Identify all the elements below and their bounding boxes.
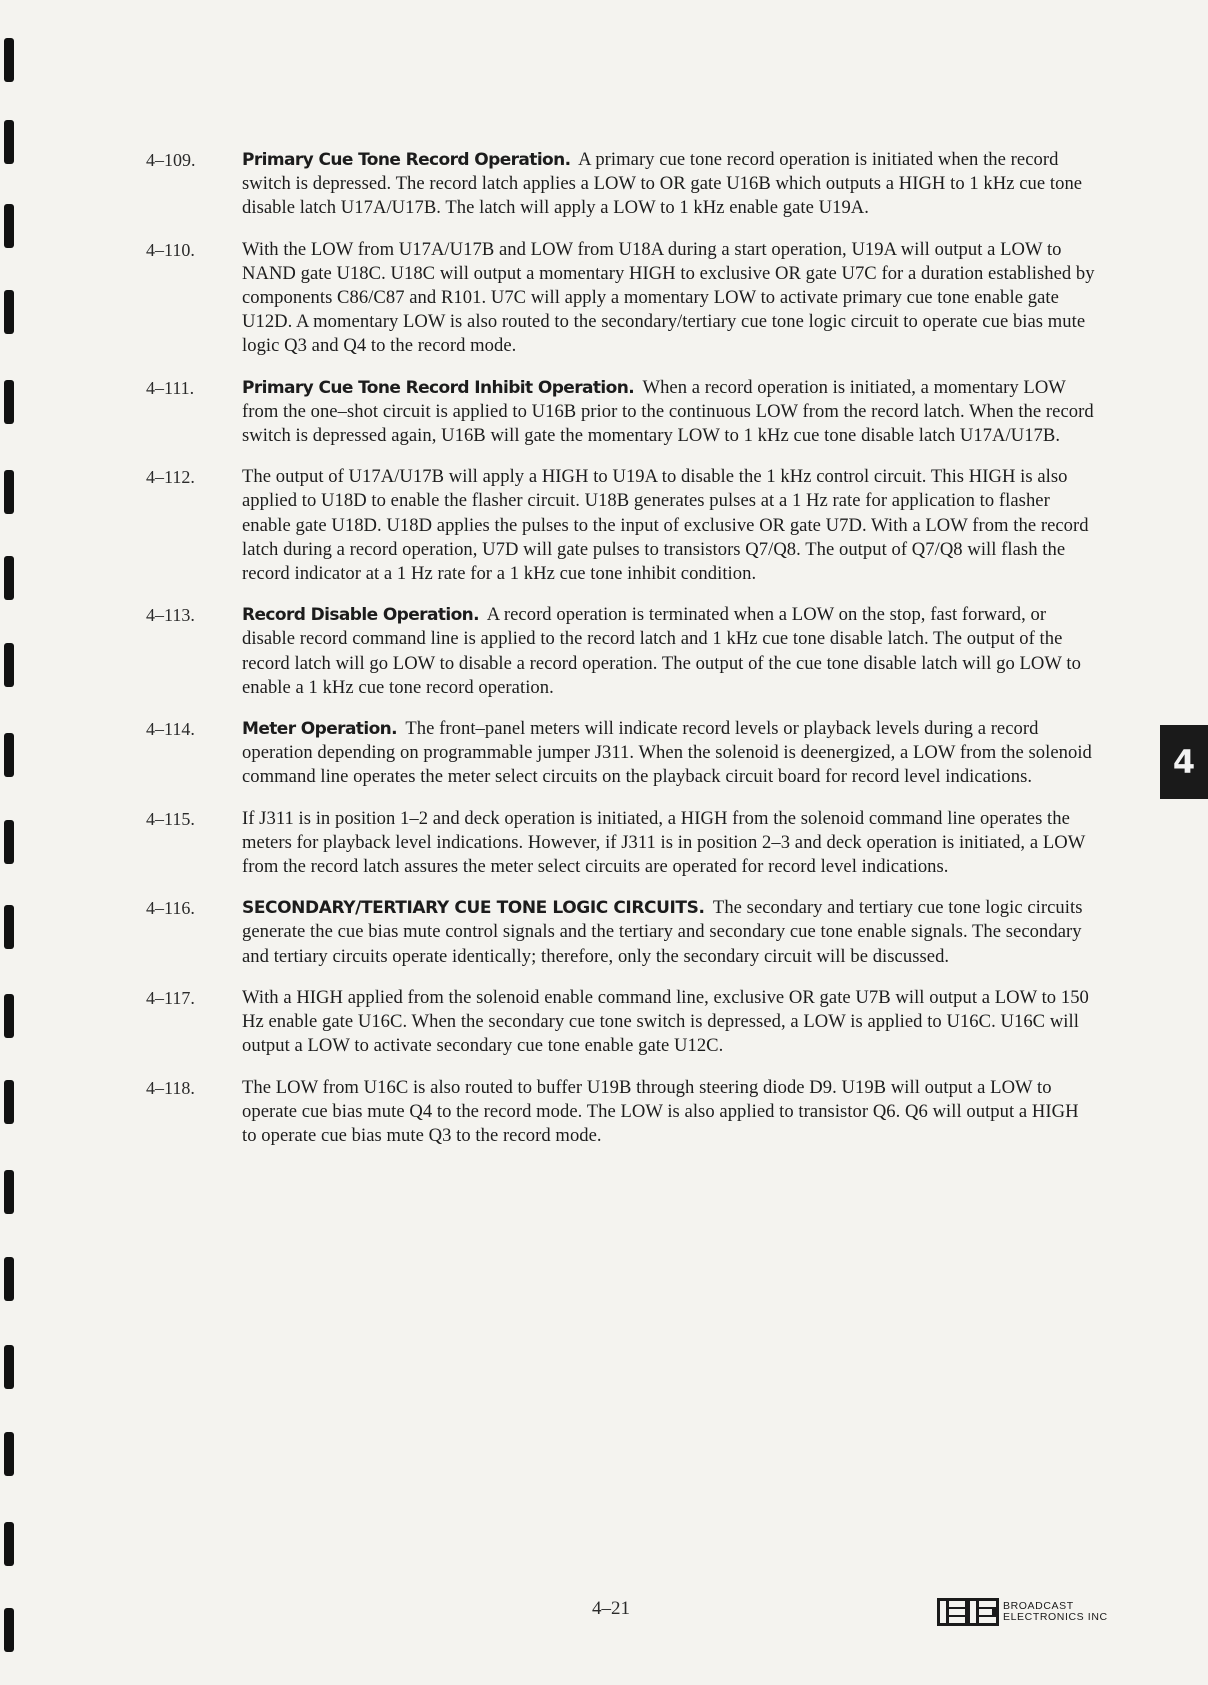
paragraph-body	[242, 603, 1096, 700]
paragraph-body	[242, 465, 1096, 586]
binder-mark	[4, 380, 14, 424]
be-logo-icon	[937, 1598, 999, 1626]
paragraph-number: 4–118.	[146, 1077, 195, 1098]
paragraph-body	[242, 807, 1096, 880]
binder-mark	[4, 1080, 14, 1124]
binder-mark	[4, 905, 14, 949]
paragraph-heading: Primary Cue Tone Record Operation.	[242, 150, 571, 170]
paragraph-4-116	[146, 896, 1096, 969]
logo-line-2: ELECTRONICS INC	[1003, 1611, 1108, 1623]
binder-mark	[4, 1345, 14, 1389]
paragraph-number: 4–117.	[146, 987, 195, 1008]
section-heading: SECONDARY/TERTIARY CUE TONE LOGIC CIRCUITS.	[242, 898, 705, 919]
binder-mark	[4, 1257, 14, 1301]
paragraph-number: 4–114.	[146, 719, 195, 740]
paragraph-text: The LOW from U16C is also routed to buffer U19B through steering diode D9. U19B will output a LOW to operate cue bias mute Q4 to the record mode. The LOW is also applied to transistor Q6. Q6 will output a HIGH to operate cue bias mute Q3 to the record mode.	[242, 1076, 1079, 1146]
binder-mark	[4, 204, 14, 248]
paragraph-text: The front–panel meters will indicate record levels or playback levels during a record operation depending on programmable jumper J311. When the solenoid is deenergized, a LOW from the solenoid command line operates the meter select circuits on the playback circuit board for record level indications.	[242, 718, 1092, 788]
paragraph-body	[242, 238, 1096, 359]
paragraph-number: 4–109.	[146, 150, 196, 170]
paragraph-4-111	[146, 376, 1096, 449]
paragraph-text: With the LOW from U17A/U17B and LOW from U18A during a start operation, U19A will output a LOW to NAND gate U18C. U18C will output a momentary HIGH to exclusive OR gate U7C for a duration established by components C86/C87 and R101. U7C will apply a momentary LOW to activate primary cue tone enable gate U12D. A momentary LOW is also routed to the secondary/tertiary cue tone logic circuit to operate cue bias mute logic Q3 and Q4 to the record mode.	[242, 238, 1095, 357]
section-tab: 4	[1160, 725, 1208, 799]
binder-mark	[4, 120, 14, 164]
paragraph-body	[242, 1076, 1096, 1149]
binder-mark	[4, 470, 14, 514]
logo-line-1: BROADCAST	[1003, 1600, 1074, 1612]
paragraph-body	[242, 986, 1096, 1059]
paragraph-number: 4–111.	[146, 377, 195, 398]
page-number: 4–21	[592, 1598, 630, 1619]
paragraph-number: 4–110.	[146, 239, 195, 260]
paragraph-text: A primary cue tone record operation is initiated when the record switch is depressed. The record latch applies a LOW to OR gate U16B which outputs a HIGH to 1 kHz cue tone disable latch U17A/U17B. The latch will apply a LOW to 1 kHz enable gate U19A.	[242, 149, 1083, 219]
paragraph-4-110	[146, 238, 1096, 359]
paragraph-4-109	[146, 148, 1096, 221]
logo-wordmark	[1003, 1601, 1108, 1623]
binder-mark	[4, 556, 14, 600]
paragraph-heading: Meter Operation.	[242, 719, 398, 740]
document-body	[146, 148, 1096, 1165]
paragraph-number: 4–115.	[146, 808, 195, 829]
company-logo	[937, 1598, 1108, 1626]
paragraph-4-113	[146, 603, 1096, 700]
paragraph-4-118	[146, 1076, 1096, 1149]
binder-mark	[4, 38, 14, 82]
binder-mark	[4, 290, 14, 334]
paragraph-4-115	[146, 807, 1096, 880]
paragraph-number: 4–116.	[146, 898, 195, 919]
paragraph-body	[242, 148, 1096, 221]
binder-mark	[4, 1432, 14, 1476]
binder-mark	[4, 1170, 14, 1214]
paragraph-text: The output of U17A/U17B will apply a HIGH to U19A to disable the 1 kHz control circuit. This HIGH is also applied to U18D to enable the flasher circuit. U18B generates pulses at a 1 Hz rate for application to flasher enable gate U18D. U18D applies the pulses to the input of exclusive OR gate U7D. With a LOW from the record latch during a record operation, U7D will gate pulses to transistors Q7/Q8. The output of Q7/Q8 will flash the record indicator at a 1 Hz rate for a 1 kHz cue tone inhibit condition.	[242, 466, 1089, 585]
paragraph-heading: Record Disable Operation.	[242, 605, 480, 626]
paragraph-body	[242, 896, 1096, 969]
paragraph-text: If J311 is in position 1–2 and deck operation is initiated, a HIGH from the solenoid command line operates the meters for playback level indications. However, if J311 is in position 2–3 and deck operation is initiated, a LOW from the record latch assures the meter select circuits are operated for record level indications.	[242, 807, 1085, 878]
paragraph-text: A record operation is terminated when a LOW on the stop, fast forward, or disable record command line is applied to the record latch and 1 kHz cue tone disable latch. The output of the record latch will go LOW to disable a record operation. The output of the cue tone disable latch will go LOW to enable a 1 kHz cue tone record operation.	[242, 604, 1081, 698]
binder-holes	[4, 0, 16, 1685]
paragraph-text: When a record operation is initiated, a momentary LOW from the one–shot circuit is applied to U16B prior to the continuous LOW from the record latch. When the record switch is depressed again, U16B will gate the momentary LOW to 1 kHz cue tone disable latch U17A/U17B.	[242, 376, 1094, 447]
binder-mark	[4, 643, 14, 687]
paragraph-text: With a HIGH applied from the solenoid enable command line, exclusive OR gate U7B will output a LOW to 150 Hz enable gate U16C. When the secondary cue tone switch is depressed, a LOW is applied to U16C. U16C will output a LOW to activate secondary cue tone enable gate U12C.	[242, 986, 1089, 1057]
paragraph-text: The secondary and tertiary cue tone logic circuits generate the cue bias mute control signals and the tertiary and secondary cue tone enable signals. The secondary and tertiary circuits operate identically; therefore, only the secondary circuit will be discussed.	[242, 897, 1083, 967]
binder-mark	[4, 1608, 14, 1652]
binder-mark	[4, 994, 14, 1038]
binder-mark	[4, 820, 14, 864]
paragraph-number: 4–113.	[146, 605, 195, 626]
paragraph-4-112	[146, 465, 1096, 586]
paragraph-body	[242, 376, 1096, 449]
binder-mark	[4, 1522, 14, 1566]
paragraph-body	[242, 717, 1096, 790]
paragraph-heading: Primary Cue Tone Record Inhibit Operation.	[242, 377, 635, 398]
binder-mark	[4, 733, 14, 777]
paragraph-4-114	[146, 717, 1096, 790]
paragraph-number: 4–112.	[146, 467, 195, 488]
paragraph-4-117	[146, 986, 1096, 1059]
